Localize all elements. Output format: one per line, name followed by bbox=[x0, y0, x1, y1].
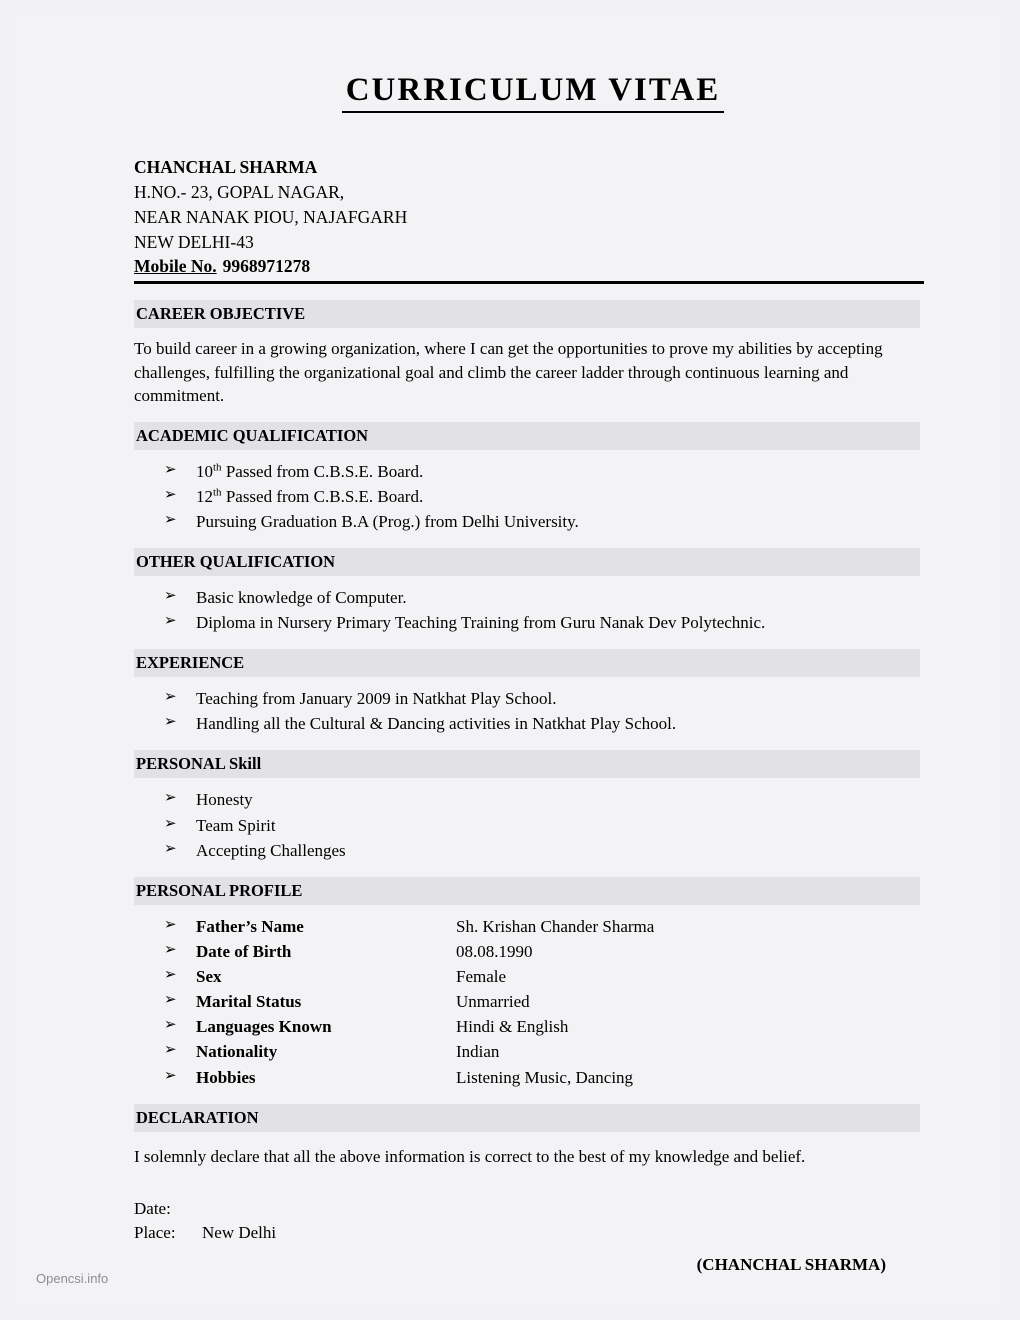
experience-list bbox=[134, 687, 932, 736]
profile-label: ➢ Marital Status bbox=[196, 992, 302, 1012]
resume-sheet bbox=[16, 14, 1004, 1304]
list-item bbox=[164, 990, 932, 1014]
academic-qualification-list bbox=[134, 460, 932, 534]
date-label: Date: bbox=[134, 1198, 171, 1218]
list-item: ➢ Basic knowledge of Computer. bbox=[164, 586, 932, 610]
list-item bbox=[164, 1015, 932, 1039]
list-item: ➢ 10th Passed from C.B.S.E. Board. bbox=[164, 460, 932, 484]
watermark-text: Opencsi.info bbox=[36, 1271, 109, 1286]
list-item: ➢ Accepting Challenges bbox=[164, 839, 932, 863]
personal-skill-list bbox=[134, 788, 932, 862]
section-heading-personal-profile: PERSONAL PROFILE bbox=[134, 877, 920, 905]
place-value: New Delhi bbox=[202, 1222, 277, 1242]
list-item: ➢ Honesty bbox=[164, 788, 932, 812]
section-heading-experience: EXPERIENCE bbox=[134, 649, 920, 677]
section-heading-other-qualification: OTHER QUALIFICATION bbox=[134, 548, 920, 576]
profile-label: ➢ Languages Known bbox=[196, 1017, 332, 1037]
date-row bbox=[134, 1197, 932, 1221]
place-label: Place: bbox=[134, 1222, 176, 1242]
signature-name: (CHANCHAL SHARMA) bbox=[696, 1254, 886, 1274]
ordinal-suffix: th bbox=[213, 486, 222, 499]
date-place-block bbox=[134, 1197, 932, 1245]
list-item: ➢ Team Spirit bbox=[164, 814, 932, 838]
section-heading-academic-qualification: ACADEMIC QUALIFICATION bbox=[134, 422, 920, 450]
list-item bbox=[164, 965, 932, 989]
profile-value: Listening Music, Dancing bbox=[456, 1067, 634, 1087]
profile-value: 08.08.1990 bbox=[456, 941, 533, 961]
list-item: ➢ Handling all the Cultural & Dancing activities in Natkhat Play School. bbox=[164, 712, 932, 736]
place-row bbox=[134, 1221, 932, 1245]
profile-value: Sh. Krishan Chander Sharma bbox=[456, 916, 655, 936]
candidate-name: CHANCHAL SHARMA bbox=[134, 157, 318, 177]
page-title-text: CURRICULUM VITAE bbox=[342, 72, 725, 113]
address-line-3: NEW DELHI-43 bbox=[134, 231, 254, 252]
profile-value: Hindi & English bbox=[456, 1017, 569, 1037]
profile-label: ➢ Sex bbox=[196, 967, 222, 987]
profile-label: ➢ Father’s Name bbox=[196, 916, 304, 936]
list-item bbox=[164, 1066, 932, 1090]
list-item bbox=[164, 915, 932, 939]
section-heading-personal-skill: PERSONAL Skill bbox=[134, 750, 920, 778]
ordinal-suffix: th bbox=[213, 460, 222, 473]
list-item: ➢ 12th Passed from C.B.S.E. Board. bbox=[164, 485, 932, 509]
list-item bbox=[164, 1040, 932, 1064]
list-item: ➢ Pursuing Graduation B.A (Prog.) from Delhi University. bbox=[164, 510, 932, 534]
address-line-1: H.NO.- 23, GOPAL NAGAR, bbox=[134, 181, 345, 202]
list-item: ➢ Teaching from January 2009 in Natkhat Play School. bbox=[164, 687, 932, 711]
list-item bbox=[164, 940, 932, 964]
page-title bbox=[134, 72, 932, 111]
profile-value: Female bbox=[456, 967, 507, 987]
mobile-number: 9968971278 bbox=[222, 256, 311, 277]
address-line-2: NEAR NANAK PIOU, NAJAFGARH bbox=[134, 206, 408, 227]
mobile-line bbox=[134, 254, 310, 279]
mobile-label: Mobile No. bbox=[134, 256, 217, 277]
personal-profile-list bbox=[134, 915, 932, 1090]
section-heading-declaration: DECLARATION bbox=[134, 1104, 920, 1132]
profile-label: ➢ Nationality bbox=[196, 1042, 278, 1062]
profile-value: Indian bbox=[456, 1042, 500, 1062]
profile-label: ➢ Date of Birth bbox=[196, 941, 292, 961]
declaration-text: I solemnly declare that all the above information is correct to the best of my knowledge and belief. bbox=[134, 1146, 806, 1166]
profile-value: Unmarried bbox=[456, 992, 530, 1012]
list-item: ➢ Diploma in Nursery Primary Teaching Training from Guru Nanak Dev Polytechnic. bbox=[164, 611, 932, 635]
header-divider bbox=[134, 281, 924, 284]
contact-block bbox=[134, 155, 932, 279]
other-qualification-list bbox=[134, 586, 932, 635]
career-objective-text: To build career in a growing organization, where I can get the opportunities to prove my abilities by accepting challenges, fulfilling the organizational goal and climb the career ladder through continuous learning and commitment. bbox=[134, 339, 883, 406]
section-heading-career-objective: CAREER OBJECTIVE bbox=[134, 300, 920, 328]
profile-label: ➢ Hobbies bbox=[196, 1067, 256, 1087]
